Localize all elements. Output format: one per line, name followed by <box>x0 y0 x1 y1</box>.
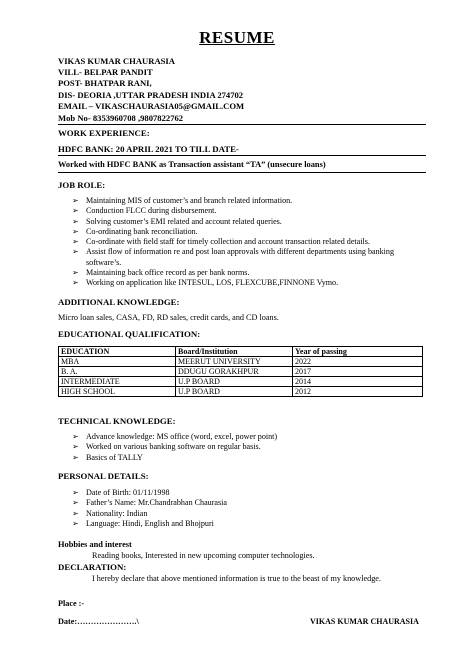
additional-heading: ADDITIONAL KNOWLEDGE: <box>58 297 180 307</box>
arrow-bullet-icon: ➢ <box>72 442 79 452</box>
page-title: RESUME <box>199 28 275 47</box>
contact-post: POST- BHATPAR RANI, <box>58 78 152 89</box>
list-item: ➢ Assist flow of information re and post loan approvals with different departments using banking software’s. <box>72 247 395 267</box>
work-role: Worked with HDFC BANK as Transaction assistant “TA” (unsecure loans) <box>58 160 326 169</box>
work-heading: WORK EXPERIENCE: <box>58 128 150 138</box>
arrow-bullet-icon: ➢ <box>72 196 79 205</box>
table-header-row <box>59 347 423 357</box>
hobbies-heading: Hobbies and interest <box>58 540 132 549</box>
arrow-bullet-icon: ➢ <box>72 206 79 216</box>
list-item: ➢ Conduction FLCC during disbursement. <box>72 206 217 216</box>
place-label: Place :- <box>58 599 85 608</box>
arrow-bullet-icon: ➢ <box>72 247 79 257</box>
signature-name: VIKAS KUMAR CHAURASIA <box>310 617 419 626</box>
work-company: HDFC BANK: 20 APRIL 2021 TO TILL DATE- <box>58 144 239 154</box>
list-item: ➢ Co-ordinating bank reconciliation. <box>72 226 198 236</box>
list-item: ➢ Worked on various banking software on regular basis. <box>72 442 261 452</box>
job-role-heading: JOB ROLE: <box>58 180 106 190</box>
education-table <box>58 346 423 397</box>
job-role-list <box>72 196 422 289</box>
arrow-bullet-icon: ➢ <box>72 216 79 226</box>
hobbies-text: Reading books, Interested in new upcoming computer technologies. <box>92 551 315 560</box>
declaration-heading: DECLARATION: <box>58 562 127 572</box>
contact-village: VILL- BELPAR PANDIT <box>58 67 153 78</box>
list-item: ➢ Maintaining MIS of customer’s and branch related information. <box>72 196 293 205</box>
date-label: Date:………………….\ <box>58 617 139 626</box>
arrow-bullet-icon: ➢ <box>72 226 79 236</box>
list-item: ➢ Language: Hindi, English and Bhojpuri <box>72 518 214 528</box>
contact-district: DIS- DEORIA ,UTTAR PRADESH INDIA 274702 <box>58 89 244 100</box>
personal-list <box>72 488 422 529</box>
divider <box>58 124 426 125</box>
list-item: ➢ Working on application like INTESUL, LOS, FLEXCUBE,FINNONE Vymo. <box>72 278 339 288</box>
contact-mobile: Mob No- 8353960708 ,9807822762 <box>58 113 184 123</box>
contact-block <box>58 56 244 112</box>
divider <box>58 172 426 173</box>
arrow-bullet-icon: ➢ <box>72 518 79 528</box>
table-row: B. A. DDUGU GORAKHPUR 2017 <box>59 367 423 377</box>
table-row: MBA MEERUT UNIVERSITY 2022 <box>59 357 423 367</box>
contact-email: EMAIL – VIKASCHAURASIA05@GMAIL.COM <box>58 100 245 111</box>
list-item: ➢ Nationality: Indian <box>72 508 148 518</box>
list-item: ➢ Co-ordinate with field staff for timely collection and account transaction related details. <box>72 237 370 247</box>
arrow-bullet-icon: ➢ <box>72 508 79 518</box>
technical-list <box>72 432 422 463</box>
arrow-bullet-icon: ➢ <box>72 268 79 278</box>
list-item: ➢ Solving customer’s EMI related and account related queries. <box>72 216 282 226</box>
arrow-bullet-icon: ➢ <box>72 278 79 288</box>
education-heading: EDUCATIONAL QUALIFICATION: <box>58 329 201 339</box>
list-item: ➢ Father’s Name: Mr.Chandrabhan Chaurasia <box>72 498 228 508</box>
additional-text: Micro loan sales, CASA, FD, RD sales, credit cards, and CD loans. <box>58 313 279 322</box>
personal-heading: PERSONAL DETAILS: <box>58 471 149 481</box>
arrow-bullet-icon: ➢ <box>72 452 79 462</box>
column-header: EDUCATION <box>59 347 176 357</box>
arrow-bullet-icon: ➢ <box>72 432 79 441</box>
arrow-bullet-icon: ➢ <box>72 237 79 247</box>
contact-name: VIKAS KUMAR CHAURASIA <box>58 56 175 66</box>
list-item: ➢ Maintaining back office record as per bank norms. <box>72 268 250 278</box>
declaration-text: I hereby declare that above mentioned information is true to the beast of my knowledge. <box>92 574 381 583</box>
list-item: ➢ Advance knowledge: MS office (word, excel, power point) <box>72 432 278 441</box>
list-item: ➢ Basics of TALLY <box>72 452 143 462</box>
table-row: INTERMEDIATE U.P BOARD 2014 <box>59 377 423 387</box>
divider <box>58 155 426 156</box>
technical-heading: TECHNICAL KNOWLEDGE: <box>58 416 176 426</box>
arrow-bullet-icon: ➢ <box>72 498 79 508</box>
arrow-bullet-icon: ➢ <box>72 488 79 497</box>
column-header: Board/Institution <box>176 347 293 357</box>
table-row: HIGH SCHOOL U.P BOARD 2012 <box>59 387 423 397</box>
list-item: ➢ Date of Birth: 01/11/1998 <box>72 488 170 497</box>
column-header: Year of passing <box>293 347 423 357</box>
